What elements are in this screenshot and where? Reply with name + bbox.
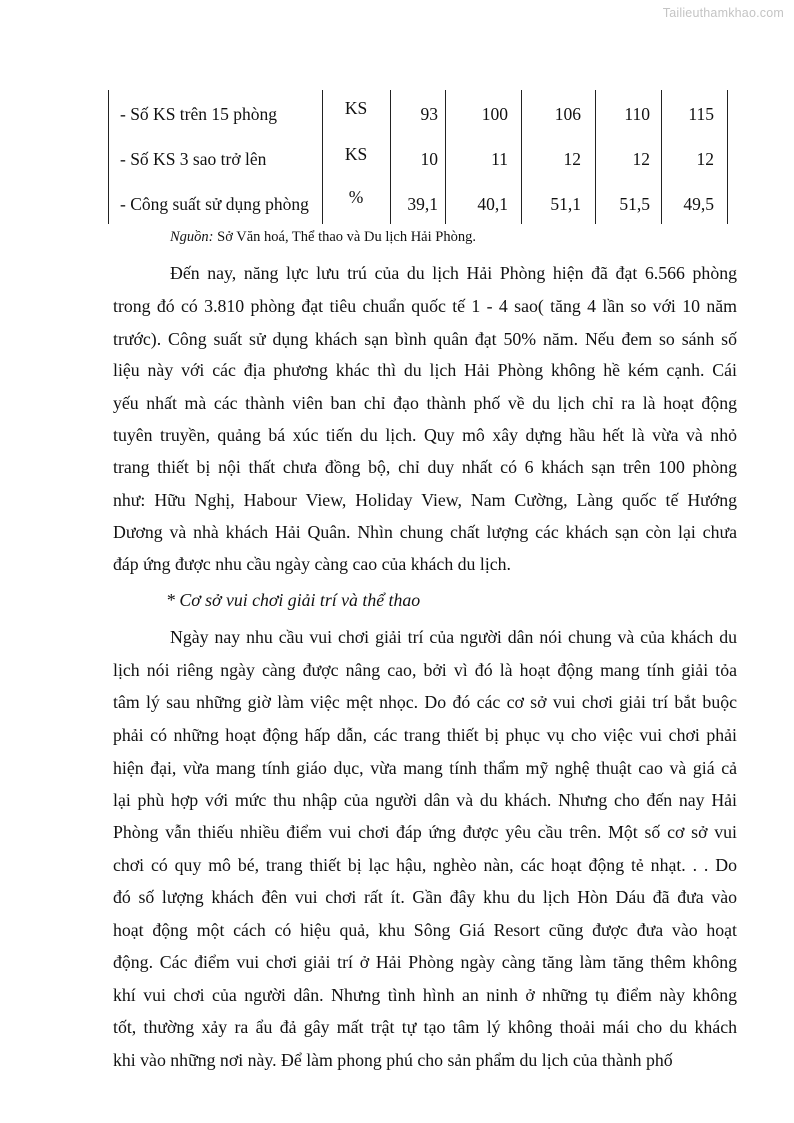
table-column-divider — [595, 90, 596, 224]
paragraph-line: động. Các điểm vui chơi giải trí ở Hải Phòng ngày càng tăng làm tăng thêm không — [113, 952, 737, 972]
paragraph-line: Đến nay, năng lực lưu trú của du lịch Hải Phòng hiện đã đạt 6.566 phòng — [170, 263, 737, 283]
paragraph-line: phải có những hoạt động hấp dẫn, các trang thiết bị phục vụ cho việc vui chơi phải — [113, 725, 737, 745]
table-unit-cell: KS — [344, 98, 368, 118]
paragraph-line: đó số lượng khách đên vui chơi rất ít. Gần đây khu du lịch Hòn Dáu đã đưa vào — [113, 887, 737, 907]
paragraph-line: khi vào những nơi này. Để làm phong phú cho sản phẩm du lịch của thành phố — [113, 1050, 673, 1070]
table-column-divider — [661, 90, 662, 224]
paragraph-line: liệu này với các địa phương khác thì du lịch Hải Phòng không hề kém cạnh. Cái — [113, 360, 737, 380]
table-value-cell: 100 — [481, 104, 508, 124]
table-source-note — [170, 229, 476, 246]
paragraph-line: Dương và nhà khách Hải Quân. Nhìn chung chất lượng các khách sạn còn lại chưa — [113, 522, 737, 542]
table-row-label: - Số KS 3 sao trở lên — [120, 149, 267, 169]
hotel-statistics-table — [108, 90, 728, 224]
table-border-right — [727, 90, 728, 224]
paragraph-line: trong đó có 3.810 phòng đạt tiêu chuẩn quốc tế 1 - 4 sao( tăng 4 lần so với 10 năm — [113, 296, 737, 316]
table-row-label: - Số KS trên 15 phòng — [120, 104, 278, 124]
source-label: Nguồn: — [170, 229, 214, 245]
table-column-divider — [521, 90, 522, 224]
table-value-cell: 40,1 — [477, 194, 508, 214]
paragraph-line: Ngày nay nhu cầu vui chơi giải trí của người dân nói chung và của khách du — [170, 627, 737, 647]
table-row-label: - Công suất sử dụng phòng — [120, 194, 309, 214]
table-column-divider — [445, 90, 446, 224]
table-value-cell: 115 — [688, 104, 714, 124]
table-value-cell: 106 — [554, 104, 581, 124]
table-value-cell: 51,5 — [619, 194, 650, 214]
table-value-cell: 12 — [632, 149, 650, 169]
paragraph-line: trước). Công suất sử dụng khách sạn bình quân đạt 50% năm. Nếu đem so sánh số — [113, 329, 737, 349]
paragraph-line: khí vui chơi của người dân. Nhưng tình hình an ninh ở những tụ điểm này không — [113, 985, 737, 1005]
table-unit-cell: % — [348, 187, 364, 207]
table-value-cell: 12 — [563, 149, 581, 169]
table-unit-cell: KS — [344, 144, 368, 164]
paragraph-line: hiện đại, vừa mang tính giáo dục, vừa mang tính thẩm mỹ nghệ thuật cao và giá cả — [113, 758, 737, 778]
table-value-cell: 51,1 — [550, 194, 581, 214]
table-border-left — [108, 90, 109, 224]
table-column-divider — [322, 90, 323, 224]
paragraph-line: tâm lý sau những giờ làm việc mệt nhọc. Do đó các cơ sở vui chơi giải trí bắt buộc — [113, 692, 737, 712]
table-value-cell: 49,5 — [683, 194, 714, 214]
paragraph-line: hoạt động một cách có hiệu quả, khu Sông Giá Resort cũng được đưa vào hoạt — [113, 920, 737, 940]
paragraph-line: chơi có quy mô bé, trang thiết bị lạc hậu, nghèo nàn, các hoạt động tẻ nhạt. . . Do — [113, 855, 737, 875]
table-value-cell: 39,1 — [407, 194, 438, 214]
section-heading: * Cơ sở vui chơi giải trí và thể thao — [166, 590, 421, 610]
paragraph-line: tuyên truyền, quảng bá xúc tiến du lịch. Quy mô xây dựng hầu hết là vừa và nhỏ — [113, 425, 737, 445]
watermark: Tailieuthamkhao.com — [662, 6, 784, 20]
paragraph-line: Phòng vẫn thiếu nhiều điểm vui chơi đáp ứng được yêu cầu trên. Một số cơ sở vui — [113, 822, 737, 842]
paragraph-line: trang thiết bị nội thất chưa đồng bộ, chỉ duy nhất có 6 khách sạn trên 100 phòng — [113, 457, 737, 477]
table-column-divider — [390, 90, 391, 224]
paragraph-line: yếu nhất mà các thành viên ban chỉ đạo thành phố về du lịch chỉ ra là hoạt động — [113, 393, 737, 413]
table-value-cell: 11 — [491, 149, 508, 169]
table-value-cell: 10 — [420, 149, 438, 169]
paragraph-line: lịch nói riêng ngày càng được nâng cao, bởi vì đó là hoạt động mang tính giải tỏa — [113, 660, 737, 680]
table-value-cell: 110 — [624, 104, 650, 124]
paragraph-line: như: Hữu Nghị, Habour View, Holiday View, Nam Cường, Làng quốc tế Hướng — [113, 490, 737, 510]
source-text: Sở Văn hoá, Thể thao và Du lịch Hải Phòng. — [213, 229, 476, 245]
table-value-cell: 93 — [420, 104, 438, 124]
paragraph-line: tốt, thường xảy ra ẩu đả gây mất trật tự tạo tâm lý không thoải mái cho du khách — [113, 1017, 737, 1037]
table-value-cell: 12 — [696, 149, 714, 169]
paragraph-line: lại phù hợp với mức thu nhập của người dân và du khách. Nhưng cho đến nay Hải — [113, 790, 737, 810]
paragraph-line: đáp ứng được nhu cầu ngày càng cao của khách du lịch. — [113, 554, 511, 574]
